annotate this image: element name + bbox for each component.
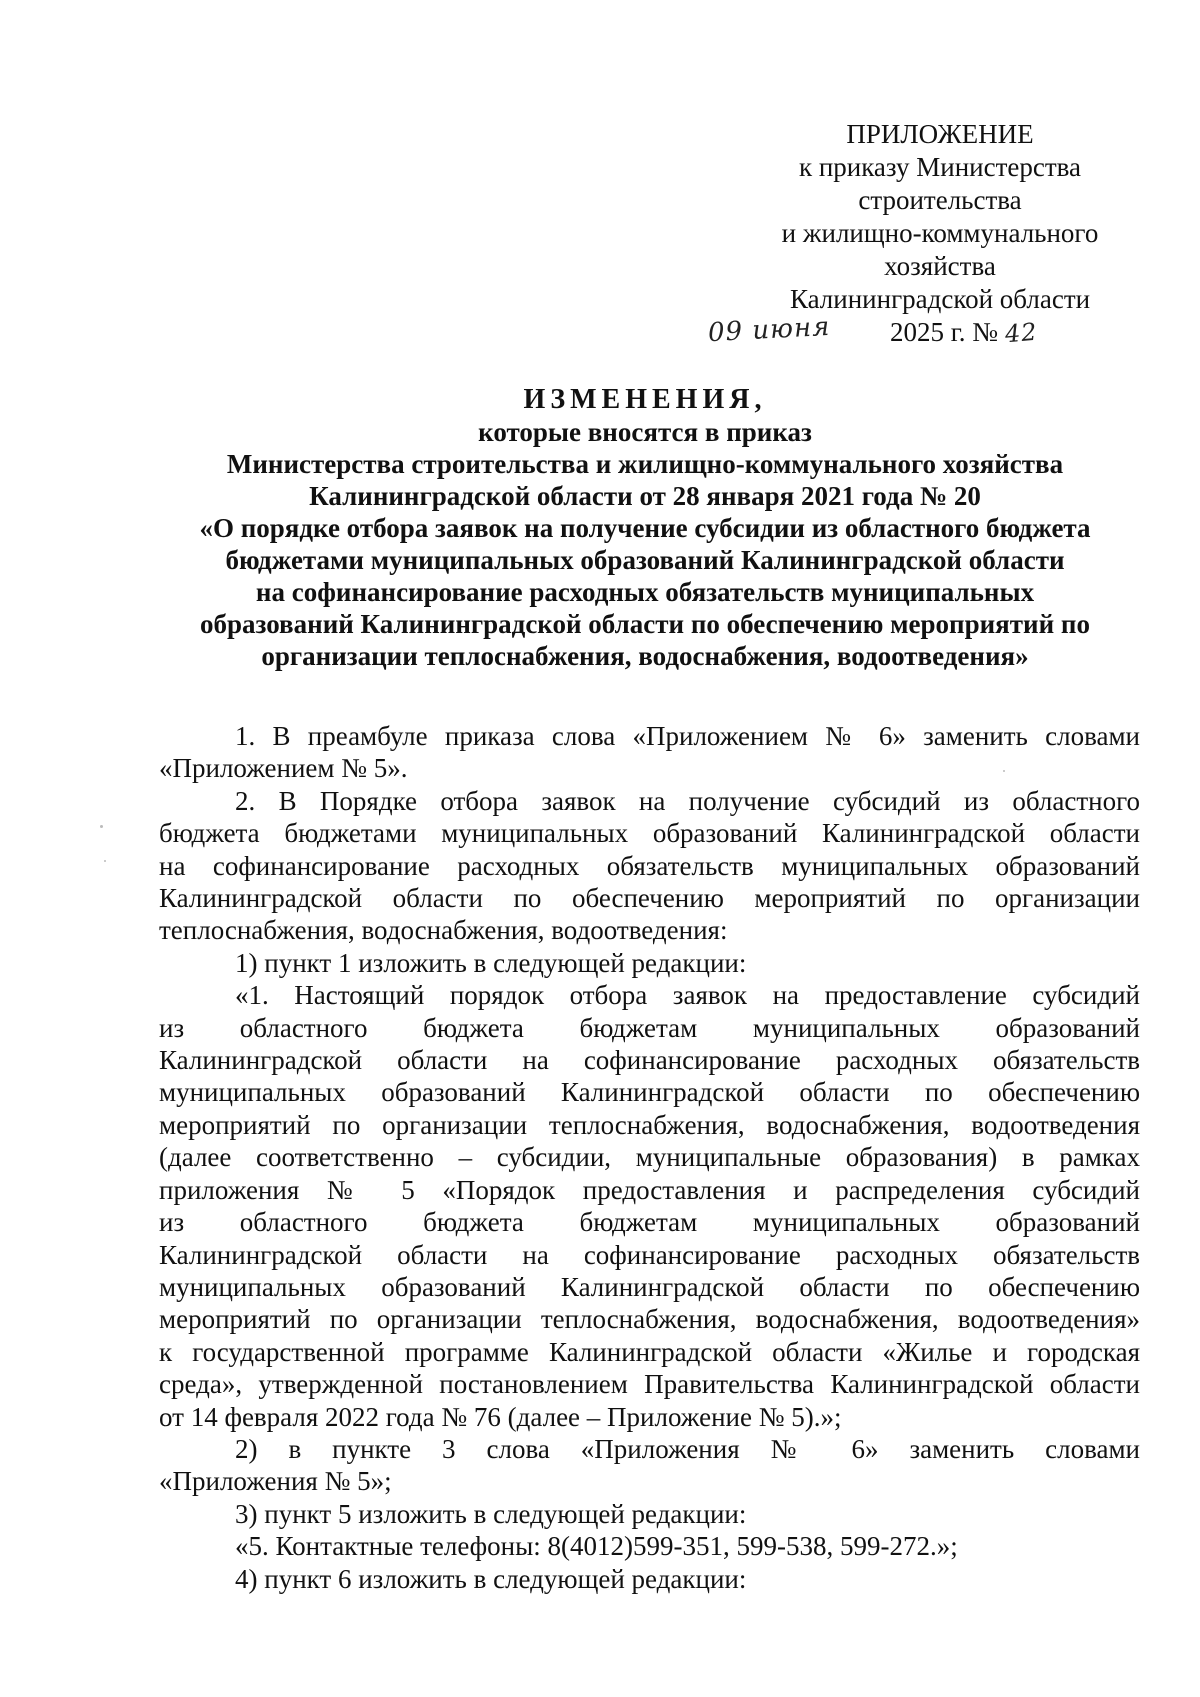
body-line: «1. Настоящий порядок отбора заявок на предоставление субсидий — [235, 980, 1140, 1011]
body-line: Калининградской области по обеспечению мероприятий по организации — [159, 883, 1140, 914]
title-line: образований Калининградской области по обеспечению мероприятий по — [200, 609, 1090, 639]
appendix-line-3: и жилищно-коммунального — [781, 218, 1099, 248]
body-line: муниципальных образований Калининградской области по обеспечению — [159, 1077, 1140, 1108]
subitem-4 — [159, 1563, 1140, 1595]
body-line: «Приложением № 5». — [159, 753, 408, 784]
appendix-line-2: строительства — [858, 185, 1022, 215]
paragraph-2 — [159, 785, 1140, 947]
body-line: «5. Контактные телефоны: 8(4012)599-351, 599-538, 599-272.»; — [235, 1531, 958, 1562]
appendix-line-1: к приказу Министерства — [798, 152, 1082, 182]
title-line: Калининградской области от 28 января 2021 года № 20 — [309, 481, 981, 511]
body-line: «Приложения № 5»; — [159, 1466, 392, 1497]
body-line: среда», утвержденной постановлением Правительства Калининградской области — [159, 1369, 1140, 1400]
body-line: мероприятий по организации теплоснабжения, водоснабжения, водоотведения — [159, 1109, 1140, 1140]
body-line: на софинансирование расходных обязательств муниципальных образований — [159, 850, 1140, 881]
title-line: «О порядке отбора заявок на получение субсидии из областного бюджета — [199, 513, 1091, 543]
appendix-header — [707, 118, 1140, 349]
body-line: 4) пункт 6 изложить в следующей редакции: — [235, 1563, 747, 1594]
body-line: из областного бюджета бюджетам муниципальных образований — [159, 1012, 1140, 1043]
body-line: Калининградской области на софинансирование расходных обязательств — [159, 1045, 1140, 1076]
body-line: 2. В Порядке отбора заявок на получение субсидий из областного — [235, 785, 1140, 816]
appendix-title: ПРИЛОЖЕНИЕ — [846, 119, 1034, 149]
body-line: 3) пункт 5 изложить в следующей редакции: — [235, 1498, 747, 1529]
scan-speck — [1003, 770, 1005, 772]
body-line: бюджета бюджетами муниципальных образований Калининградской области — [159, 818, 1140, 849]
title-heading: ИЗМЕНЕНИЯ, — [523, 384, 767, 415]
title-line: бюджетами муниципальных образований Калининградской области — [225, 545, 1065, 575]
title-line: на софинансирование расходных обязательств муниципальных — [255, 577, 1035, 607]
subitem-1 — [159, 947, 1140, 979]
document-title — [150, 384, 1140, 672]
appendix-line-5: Калининградской области — [789, 284, 1091, 314]
document-body — [159, 720, 1140, 1595]
body-line: приложения № 5 «Порядок предоставления и распределения субсидий — [159, 1174, 1140, 1205]
body-line: к государственной программе Калининградской области «Жилье и городская — [159, 1336, 1140, 1367]
body-line: 1. В преамбуле приказа слова «Приложением № 6» заменить словами — [235, 721, 1140, 751]
subitem-2 — [159, 1433, 1140, 1498]
body-line: Калининградской области на софинансирование расходных обязательств — [159, 1239, 1140, 1270]
body-line: из областного бюджета бюджетам муниципальных образований — [159, 1207, 1140, 1238]
title-line: Министерства строительства и жилищно-коммунального хозяйства — [226, 449, 1064, 479]
appendix-date-line — [707, 311, 1140, 349]
quote-3 — [159, 1530, 1140, 1562]
scan-speck — [104, 860, 106, 862]
body-line: (далее соответственно – субсидии, муниципальные образования) в рамках — [159, 1142, 1140, 1173]
scan-speck — [100, 825, 103, 828]
printed-date-wrap — [890, 316, 1037, 350]
appendix-line-4: хозяйства — [884, 251, 996, 281]
body-line: мероприятий по организации теплоснабжения, водоснабжения, водоотведения» — [159, 1304, 1140, 1335]
title-line: которые вносятся в приказ — [478, 417, 812, 447]
body-line: 2) в пункте 3 слова «Приложения № 6» заменить словами — [235, 1433, 1140, 1464]
body-line: муниципальных образований Калининградской области по обеспечению — [159, 1271, 1140, 1302]
handwritten-number: 42 — [1003, 317, 1039, 349]
printed-date: 2025 г. № — [890, 317, 999, 347]
title-line: организации теплоснабжения, водоснабжения, водоотведения» — [261, 641, 1029, 671]
handwritten-date: 09 июня — [707, 311, 832, 349]
subitem-3 — [159, 1498, 1140, 1530]
body-line: теплоснабжения, водоснабжения, водоотведения: — [159, 915, 728, 946]
body-line: от 14 февраля 2022 года № 76 (далее – Приложение № 5).»; — [159, 1401, 842, 1432]
body-line: 1) пункт 1 изложить в следующей редакции: — [235, 947, 747, 978]
quote-1 — [159, 979, 1140, 1433]
paragraph-1 — [159, 720, 1140, 785]
